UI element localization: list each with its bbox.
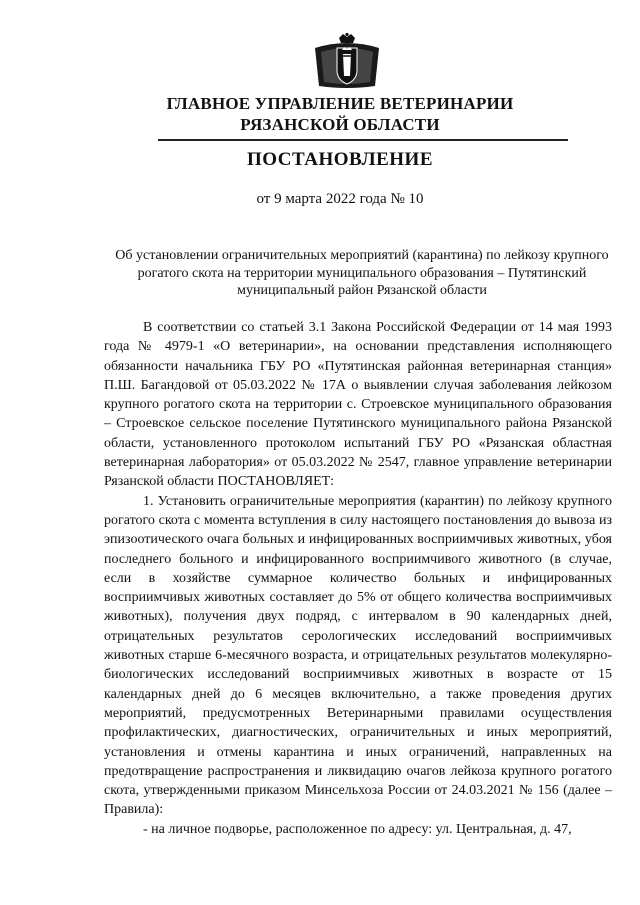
subitem-address-paragraph: - на личное подворье, расположенное по адресу: ул. Центральная, д. 47, <box>143 821 572 837</box>
document-subject: Об установлении ограничительных мероприятий (карантина) по лейкозу крупного рогатого скота на территории муниципального образования – Путятинский муниципальный район Рязанской области <box>115 248 609 298</box>
document-type-title: ПОСТАНОВЛЕНИЕ <box>246 149 434 170</box>
agency-name-line2: РЯЗАНСКОЙ ОБЛАСТИ <box>240 115 440 134</box>
item-1-paragraph: 1. Установить ограничительные мероприятия (карантин) по лейкозу крупного рогатого скота с момента вступления в силу настоящего постановления до вывоза из эпизоотического очага больных и инфицированных восприимчивых животных, убоя последнего больного и инфицированного восприимчивого животного (в случае, если в хозяйстве суммарное количество больных и инфицированных восприимчивых животных составляет до 5% от общего количества восприимчивых животных), получения двух подряд, с интервалом в 90 календарных дней, отрицательных результатов серологических исследований восприимчивых животных старше 6-месячного возраста, и отрицательных результатов молекулярно-биологических исследований восприимчивых животных в возрасте от 15 календарных дней до 6 месяцев включительно, а также проведения других мероприятий, предусмотренных Ветеринарными правилами осуществления профилактических, диагностических, ограничительных и иных мероприятий, установления и отмены карантина и иных ограничений, направленных на предотвращение распространения и ликвидацию очагов лейкоза крупного рогатого скота, утвержденными приказом Минсельхоза России от 24.03.2021 № 156 (далее – Правила): <box>104 493 612 818</box>
agency-name-line1: ГЛАВНОЕ УПРАВЛЕНИЕ ВЕТЕРИНАРИИ <box>166 94 514 113</box>
preamble-paragraph: В соответствии со статьей 3.1 Закона Российской Федерации от 14 мая 1993 года № 4979-1 «О ветеринарии», на основании представления исполняющего обязанности начальника ГБУ РО «Путятинская районная ветеринарная станция» П.Ш. Багандовой от 05.03.2022 № 17А о выявлении случая заболевания лейкозом крупного рогатого скота на территории с. Строевское муниципального образования – Строевское сельское поселение Путятинского муниципального района Рязанской области, установленного протоколом испытаний ГБУ РО «Рязанская областная ветеринарная лаборатория» от 05.03.2022 № 2547, главное управление ветеринарии Рязанской области ПОСТАНОВЛЯЕТ: <box>104 320 612 490</box>
header-divider <box>158 139 568 141</box>
document-date-number: от 9 марта 2022 года № 10 <box>256 191 424 207</box>
document-body <box>104 318 612 839</box>
coat-of-arms-icon <box>309 32 385 90</box>
